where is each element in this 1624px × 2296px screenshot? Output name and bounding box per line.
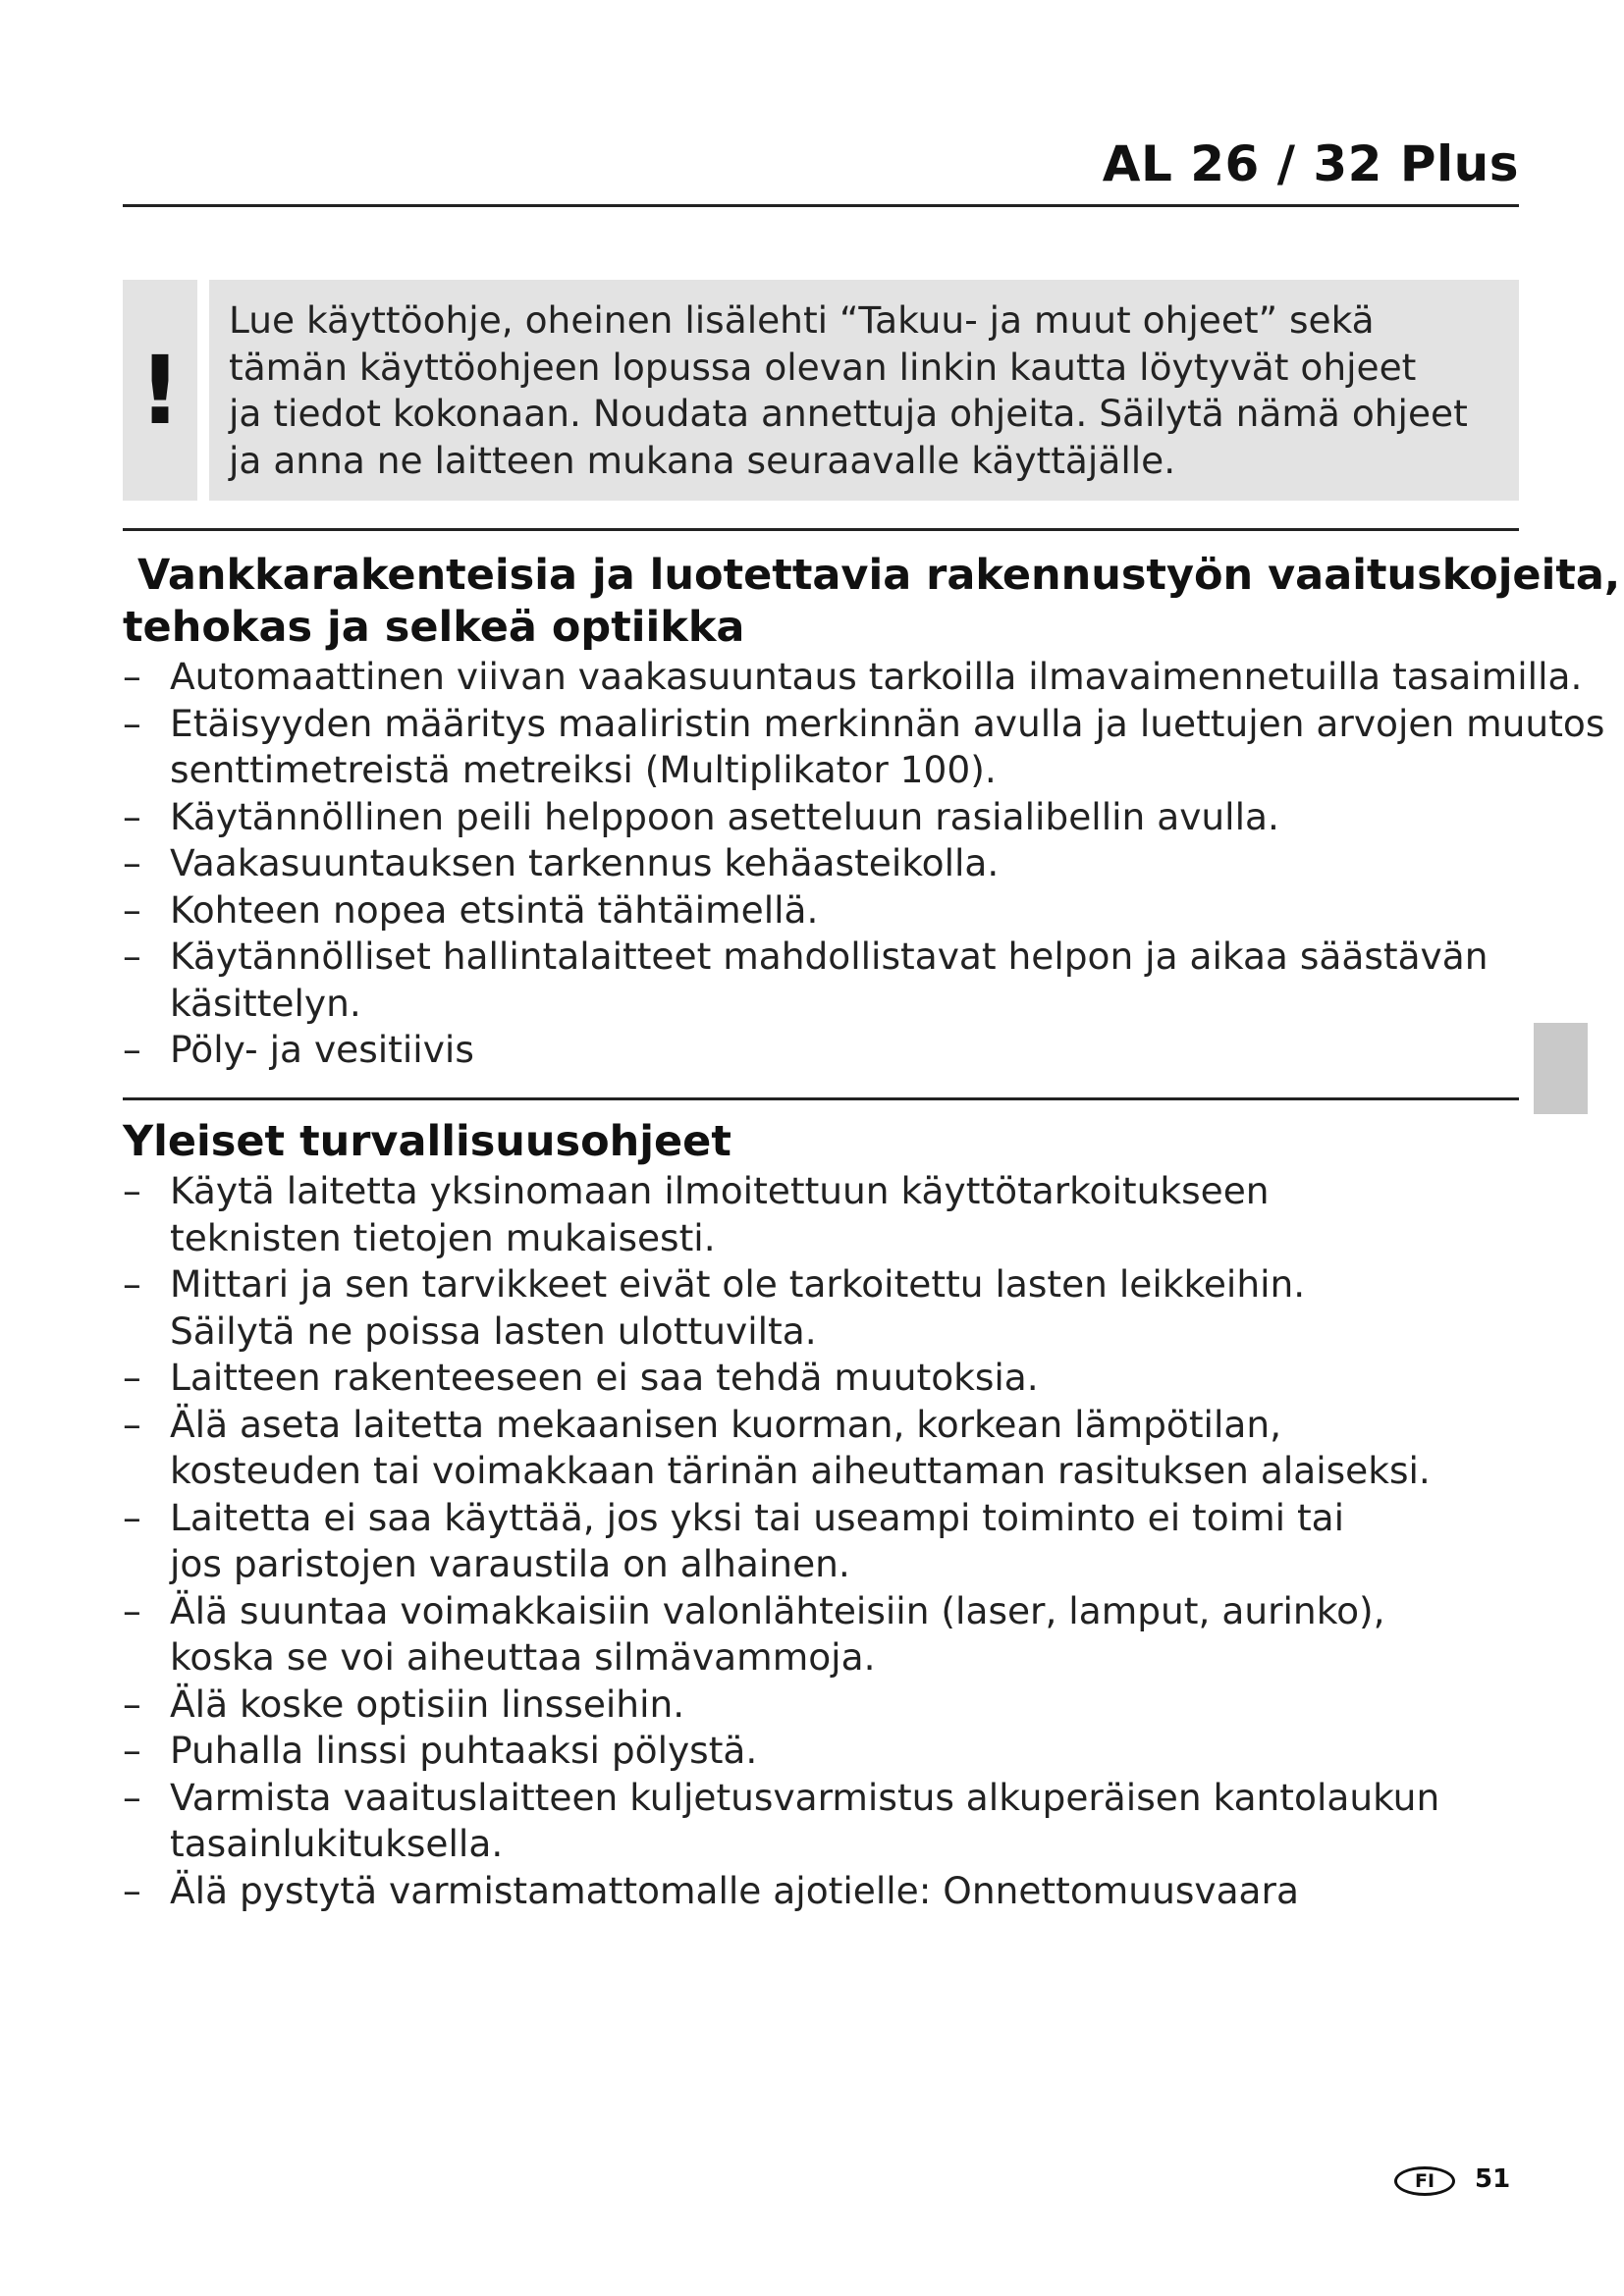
dash-bullet: – (123, 655, 141, 698)
dash-bullet: – (123, 934, 141, 978)
list-item (123, 654, 1583, 701)
list-item (123, 1355, 1527, 1402)
divider (123, 1097, 1519, 1100)
list-item-text: Älä suuntaa voimakkaisiin valonlähteisiin (laser, lamput, aurinko), (170, 1588, 1385, 1632)
list-item-text: Laitetta ei saa käyttää, jos yksi tai useampi toiminto ei toimi tai (170, 1495, 1345, 1539)
list-item-text: Käytännölliset hallintalaitteet mahdollistavat helpon ja aikaa säästävän (170, 934, 1489, 978)
list-item-text: koska se voi aiheuttaa silmävammoja. (170, 1635, 876, 1679)
list-item-text: Käytännöllinen peili helppoon asetteluun rasialibellin avulla. (170, 794, 1279, 838)
list-item-text: Puhalla linssi puhtaaksi pölystä. (170, 1729, 758, 1772)
features-heading (123, 550, 1621, 654)
features-heading-line: Vankkarakenteisia ja luotettavia rakennustyön vaaituskojeita, (123, 551, 1621, 600)
list-item (123, 1868, 1527, 1915)
notice-line: ja anna ne laitteen mukana seuraavalle käyttäjälle. (229, 438, 1176, 482)
dash-bullet: – (123, 1868, 141, 1912)
dash-bullet: – (123, 1262, 141, 1306)
dash-bullet: – (123, 1356, 141, 1399)
dash-bullet: – (123, 701, 141, 745)
list-item-text: Automaattinen viivan vaakasuuntaus tarkoilla ilmavaimennetuilla tasaimilla. (170, 655, 1583, 698)
list-item (123, 1682, 1527, 1729)
divider (123, 528, 1519, 531)
notice-line: ja tiedot kokonaan. Noudata annettuja ohjeita. Säilytä nämä ohjeet (229, 392, 1468, 435)
list-item (123, 1588, 1527, 1682)
list-item-text: teknisten tietojen mukaisesti. (170, 1215, 716, 1259)
list-item (123, 701, 1605, 794)
notice-text-box (209, 280, 1519, 501)
list-item-text: Vaakasuuntauksen tarkennus kehäasteikolla. (170, 841, 1000, 884)
list-item (123, 840, 1527, 887)
list-item (123, 934, 1527, 1027)
list-item-text: tasainlukituksella. (170, 1822, 504, 1865)
list-item-text: Käytä laitetta yksinomaan ilmoitettuun käyttötarkoitukseen (170, 1169, 1270, 1212)
notice-line: tämän käyttöohjeen lopussa olevan linkin kautta löytyvät ohjeet (229, 345, 1417, 389)
list-item-text: senttimetreistä metreiksi (Multiplikator 100). (170, 748, 997, 791)
features-heading-line: tehokas ja selkeä optiikka (123, 603, 745, 652)
features-section (123, 550, 1621, 1074)
list-item-text: Älä pystytä varmistamattomalle ajotielle: Onnettomuusvaara (170, 1868, 1299, 1912)
list-item-text: Mittari ja sen tarvikkeet eivät ole tarkoitettu lasten leikkeihin. (170, 1262, 1306, 1306)
features-list (123, 654, 1605, 1074)
notice-line: Lue käyttöohje, oheinen lisälehti “Takuu- ja muut ohjeet” sekä (229, 298, 1375, 342)
safety-list (123, 1168, 1527, 1914)
list-item (123, 1027, 1527, 1074)
dash-bullet: – (123, 841, 141, 884)
dash-bullet: – (123, 1169, 141, 1212)
list-item-text: Varmista vaaituslaitteen kuljetusvarmistus alkuperäisen kantolaukun (170, 1775, 1440, 1819)
page-title: AL 26 / 32 Plus (1102, 135, 1519, 192)
list-item-text: Älä koske optisiin linsseihin. (170, 1682, 685, 1726)
dash-bullet: – (123, 1729, 141, 1772)
list-item-text: Älä aseta laitetta mekaanisen kuorman, korkean lämpötilan, (170, 1402, 1282, 1446)
list-item (123, 1495, 1527, 1588)
safety-section (123, 1116, 1527, 1914)
page-header (123, 128, 1519, 207)
list-item-text: käsittelyn. (170, 981, 361, 1025)
list-item (123, 1775, 1527, 1868)
notice-panel (123, 280, 1519, 501)
dash-bullet: – (123, 794, 141, 838)
page-number: 51 (1475, 2164, 1511, 2194)
list-item (123, 887, 1527, 934)
side-tab-marker (1534, 1023, 1588, 1114)
dash-bullet: – (123, 1402, 141, 1446)
safety-heading: Yleiset turvallisuusohjeet (123, 1117, 731, 1166)
page-footer (1394, 2164, 1522, 2204)
dash-bullet: – (123, 1588, 141, 1632)
dash-bullet: – (123, 1495, 141, 1539)
dash-bullet: – (123, 887, 141, 932)
list-item (123, 794, 1527, 841)
list-item (123, 1261, 1527, 1355)
list-item-text: kosteuden tai voimakkaan tärinän aiheuttaman rasituksen alaiseksi. (170, 1449, 1431, 1492)
list-item-text: Etäisyyden määritys maaliristin merkinnän avulla ja luettujen arvojen muutos (170, 701, 1605, 745)
exclamation-icon: ! (123, 280, 197, 501)
dash-bullet: – (123, 1682, 141, 1726)
list-item (123, 1402, 1527, 1495)
list-item (123, 1168, 1527, 1261)
list-item (123, 1728, 1527, 1775)
list-item-text: Säilytä ne poissa lasten ulottuvilta. (170, 1308, 817, 1353)
list-item-text: Kohteen nopea etsintä tähtäimellä. (170, 887, 819, 932)
dash-bullet: – (123, 1028, 141, 1071)
dash-bullet: – (123, 1775, 141, 1819)
list-item-text: Laitteen rakenteeseen ei saa tehdä muutoksia. (170, 1356, 1039, 1399)
language-badge: FI (1394, 2166, 1455, 2196)
list-item-text: Pöly- ja vesitiivis (170, 1028, 474, 1071)
list-item-text: jos paristojen varaustila on alhainen. (170, 1542, 850, 1585)
